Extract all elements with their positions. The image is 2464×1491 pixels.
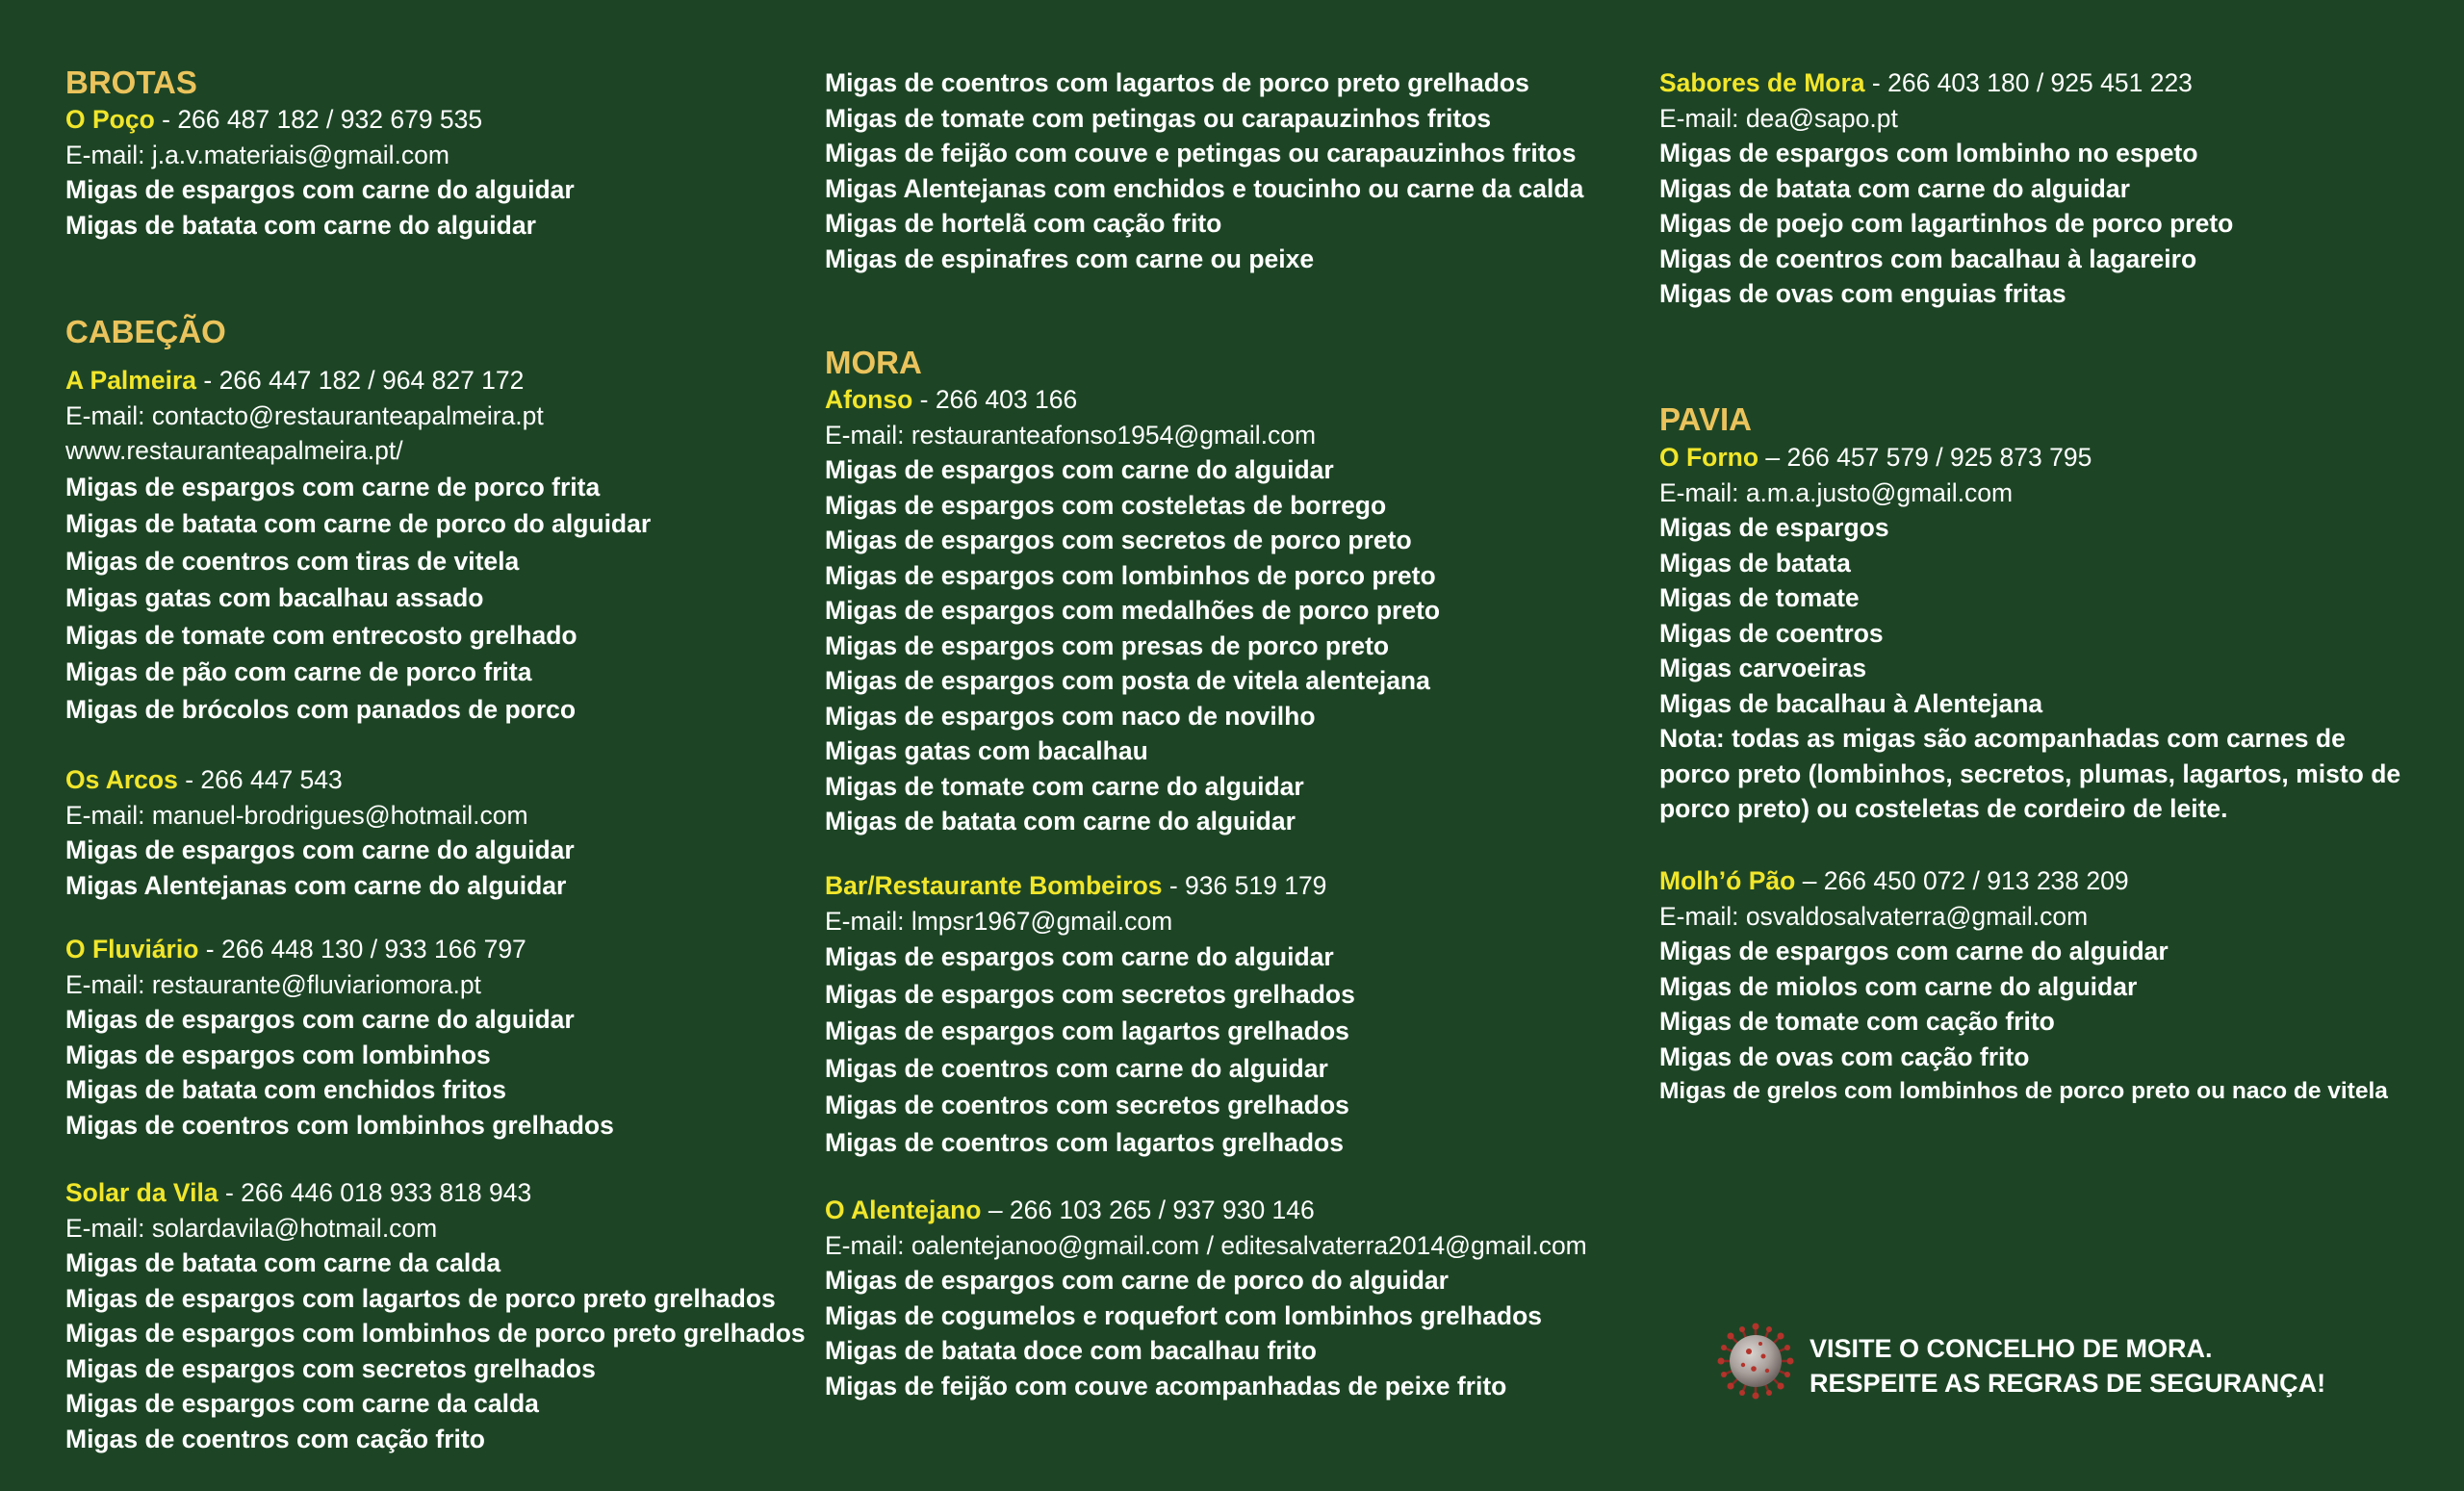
restaurant-heading — [65, 363, 816, 398]
dish-item: Migas de poejo com lagartinhos de porco preto — [1659, 209, 2234, 238]
restaurant-name: Bar/Restaurante Bombeiros — [825, 871, 1163, 900]
restaurant-phone: - 266 448 130 / 933 166 797 — [198, 935, 526, 964]
restaurant-email: E-mail: osvaldosalvaterra@gmail.com — [1659, 901, 2089, 931]
dish-item: Migas de espinafres com carne ou peixe — [825, 244, 1315, 273]
restaurant-name: A Palmeira — [65, 366, 197, 395]
dish-item: Migas de coentros com bacalhau à lagareiro — [1659, 244, 2197, 273]
safety-message-line-2: RESPEITE AS REGRAS DE SEGURANÇA! — [1810, 1369, 2326, 1398]
dish-item: Migas de coentros com lombinhos grelhados — [65, 1110, 614, 1140]
restaurant-os-arcos — [65, 762, 816, 903]
dish-item: Migas de espargos com presas de porco preto — [825, 630, 1390, 660]
dish-item: Migas de batata com carne do alguidar — [65, 210, 536, 240]
restaurant-bombeiros — [825, 868, 1624, 1161]
restaurant-phone: – 266 457 579 / 925 873 795 — [1758, 443, 2092, 472]
dish-item: Migas de espargos com carne do alguidar — [825, 942, 1334, 971]
dish-item: Migas de tomate — [1659, 583, 1860, 612]
dish-item: Migas de batata doce com bacalhau frito — [825, 1336, 1317, 1365]
restaurant-heading — [65, 932, 816, 967]
restaurant-a-palmeira — [65, 363, 816, 728]
restaurant-phone: - 266 403 166 — [912, 385, 1078, 414]
dish-item: Migas de coentros com cação frito — [65, 1424, 485, 1453]
restaurant-email: E-mail: restaurante@fluviariomora.pt — [65, 969, 481, 999]
restaurant-phone: - 266 447 543 — [177, 765, 343, 794]
dish-item: Migas de tomate com petingas ou carapauzinhos fritos — [825, 103, 1492, 133]
dish-item: Migas de coentros com carne do alguidar — [825, 1053, 1328, 1083]
dish-item: Migas de coentros com lagartos grelhados — [825, 1127, 1344, 1157]
dish-item: Migas gatas com bacalhau assado — [65, 583, 484, 612]
dish-item: Migas de espargos com carne do alguidar — [65, 835, 575, 864]
dish-item: Migas de espargos com secretos de porco preto — [825, 526, 1412, 554]
dish-item: Migas de coentros — [1659, 618, 1884, 648]
restaurant-heading — [1659, 440, 2410, 476]
dish-item: Migas de coentros com secretos grelhados — [825, 1091, 1349, 1119]
dish-item: Migas de ovas com cação frito — [1659, 1041, 2030, 1071]
restaurant-email: E-mail: lmpsr1967@gmail.com — [825, 906, 1173, 936]
restaurant-email: E-mail: oalentejanoo@gmail.com / editesalvaterra2014@gmail.com — [825, 1230, 1587, 1260]
dish-item: Migas de grelos com lombinhos de porco preto ou naco de vitela — [1659, 1078, 2388, 1104]
safety-message-line-1: VISITE O CONCELHO DE MORA. — [1810, 1334, 2213, 1363]
restaurant-o-poco — [65, 102, 816, 243]
dish-item: Migas de batata com carne da calda — [65, 1248, 501, 1277]
restaurant-heading — [825, 1193, 1624, 1228]
restaurant-o-fluviario — [65, 932, 816, 1143]
dish-item: Migas de coentros com tiras de vitela — [65, 546, 520, 576]
restaurant-phone: – 266 450 072 / 913 238 209 — [1795, 866, 2129, 895]
dish-item: Migas de espargos com lombinho no espeto — [1659, 139, 2198, 167]
restaurant-phone: - 266 447 182 / 964 827 172 — [196, 366, 525, 395]
dish-item: Migas de espargos com naco de novilho — [825, 701, 1316, 731]
section-title: BROTAS — [65, 64, 197, 100]
dish-item: Migas de batata — [1659, 548, 1851, 578]
dish-item: Migas de batata com carne do alguidar — [825, 807, 1296, 835]
restaurant-name: O Alentejano — [825, 1195, 982, 1224]
dish-item: Migas de pão com carne de porco frita — [65, 657, 532, 686]
restaurant-solar-da-vila — [65, 1175, 816, 1456]
restaurant-heading — [1659, 863, 2410, 899]
safety-message — [1810, 1331, 2325, 1401]
restaurant-o-forno — [1659, 440, 2410, 827]
restaurant-o-alentejano — [825, 1193, 1624, 1403]
restaurant-website-link[interactable]: www.restauranteapalmeira.pt/ — [65, 436, 403, 465]
section-pavia — [1659, 400, 2410, 439]
dish-item: Migas de espargos com posta de vitela alentejana — [825, 666, 1430, 695]
virus-icon — [1717, 1323, 1794, 1400]
dish-item: Migas de ovas com enguias fritas — [1659, 279, 2066, 308]
dish-item: Migas de batata com carne de porco do alguidar — [65, 509, 652, 538]
restaurant-phone: - 266 487 182 / 932 679 535 — [154, 105, 483, 134]
restaurant-phone: - 936 519 179 — [1162, 871, 1327, 900]
dish-item: Migas de espargos com carne de porco frita — [65, 472, 601, 501]
dish-item: Migas de feijão com couve e petingas ou carapauzinhos fritos — [825, 139, 1577, 167]
section-cabecao — [65, 313, 816, 351]
restaurant-email: E-mail: dea@sapo.pt — [1659, 103, 1898, 133]
dish-item: Migas de feijão com couve acompanhadas de peixe frito — [825, 1371, 1507, 1401]
dish-item: Migas de espargos com carne de porco do alguidar — [825, 1266, 1449, 1295]
dish-item: Migas de espargos com carne da calda — [65, 1389, 539, 1418]
restaurant-email: E-mail: a.m.a.justo@gmail.com — [1659, 477, 2014, 507]
restaurant-phone: - 266 403 180 / 925 451 223 — [1864, 68, 2193, 97]
restaurant-name: O Fluviário — [65, 935, 199, 964]
safety-notice — [1717, 1323, 2391, 1400]
restaurant-heading — [825, 868, 1624, 904]
section-mora — [825, 344, 1624, 382]
restaurant-name: Solar da Vila — [65, 1178, 218, 1207]
restaurant-name: O Poço — [65, 105, 155, 134]
dish-item: Migas de espargos com lagartos grelhados — [825, 1016, 1349, 1045]
dish-item: Migas de espargos com costeletas de borrego — [825, 490, 1387, 520]
restaurant-molho-pao — [1659, 863, 2410, 1110]
dish-item: Migas gatas com bacalhau — [825, 736, 1148, 765]
dish-item: Migas de espargos com lagartos de porco preto grelhados — [65, 1283, 776, 1313]
dish-item: Migas de bacalhau à Alentejana — [1659, 688, 2043, 718]
section-title: MORA — [825, 345, 922, 380]
dish-item: Migas carvoeiras — [1659, 654, 1867, 682]
dish-item: Migas de tomate com carne do alguidar — [825, 771, 1304, 801]
restaurant-heading — [1659, 65, 2410, 101]
restaurant-email: E-mail: manuel-brodrigues@hotmail.com — [65, 800, 528, 830]
dish-item: Migas de coentros com lagartos de porco preto grelhados — [825, 68, 1529, 97]
dish-item: Migas Alentejanas com carne do alguidar — [65, 870, 567, 900]
dish-list-continued — [825, 65, 1624, 276]
restaurant-email: E-mail: j.a.v.materiais@gmail.com — [65, 140, 449, 169]
restaurant-email: E-mail: solardavila@hotmail.com — [65, 1213, 438, 1243]
dish-item: Migas de brócolos com panados de porco — [65, 694, 577, 724]
restaurant-heading — [65, 1175, 816, 1211]
dish-item: Migas de espargos com lombinhos — [65, 1040, 491, 1069]
restaurant-phone: - 266 446 018 933 818 943 — [218, 1178, 532, 1207]
dish-item: Migas de hortelã com cação frito — [825, 209, 1222, 238]
restaurant-name: O Forno — [1659, 443, 1759, 472]
section-title: CABEÇÃO — [65, 314, 226, 349]
dish-item: Migas de espargos com lombinhos de porco preto — [825, 560, 1436, 590]
restaurant-sabores-de-mora — [1659, 65, 2410, 312]
dish-item: Migas de espargos com carne do alguidar — [1659, 937, 2169, 965]
restaurant-name: Sabores de Mora — [1659, 68, 1865, 97]
section-brotas — [65, 64, 816, 243]
restaurant-note: Nota: todas as migas são acompanhadas com carnes de porco preto (lombinhos, secretos, plumas, lagartos, misto de porco preto) ou costeletas de cordeiro de leite. — [1659, 724, 2401, 823]
dish-item: Migas de espargos com lombinhos de porco preto grelhados — [65, 1319, 806, 1348]
restaurant-name: Molh’ó Pão — [1659, 866, 1796, 895]
restaurant-heading — [825, 382, 1624, 418]
dish-item: Migas de espargos com carne do alguidar — [65, 175, 575, 204]
dish-item: Migas de espargos com carne do alguidar — [825, 455, 1334, 484]
restaurant-heading — [65, 102, 816, 138]
dish-item: Migas de cogumelos e roquefort com lombinhos grelhados — [825, 1300, 1543, 1330]
dish-item: Migas de batata com carne do alguidar — [1659, 173, 2130, 203]
dish-item: Migas de tomate com cação frito — [1659, 1007, 2055, 1036]
restaurant-phone: – 266 103 265 / 937 930 146 — [981, 1195, 1315, 1224]
dish-item: Migas de espargos — [1659, 513, 1889, 542]
dish-item: Migas de espargos com medalhões de porco preto — [825, 596, 1441, 625]
restaurant-name: Afonso — [825, 385, 913, 414]
restaurant-email: E-mail: restauranteafonso1954@gmail.com — [825, 420, 1317, 450]
restaurant-name: Os Arcos — [65, 765, 178, 794]
restaurant-heading — [65, 762, 816, 798]
dish-item: Migas de tomate com entrecosto grelhado — [65, 620, 578, 650]
restaurant-afonso — [825, 382, 1624, 839]
dish-item: Migas Alentejanas com enchidos e toucinho ou carne da calda — [825, 173, 1584, 203]
dish-item: Migas de batata com enchidos fritos — [65, 1075, 506, 1104]
section-title: PAVIA — [1659, 401, 1752, 437]
dish-item: Migas de espargos com secretos grelhados — [65, 1353, 596, 1383]
restaurant-email: E-mail: contacto@restauranteapalmeira.pt — [65, 400, 544, 430]
dish-item: Migas de espargos com secretos grelhados — [825, 979, 1355, 1009]
dish-item: Migas de miolos com carne do alguidar — [1659, 971, 2138, 1001]
dish-item: Migas de espargos com carne do alguidar — [65, 1005, 575, 1034]
